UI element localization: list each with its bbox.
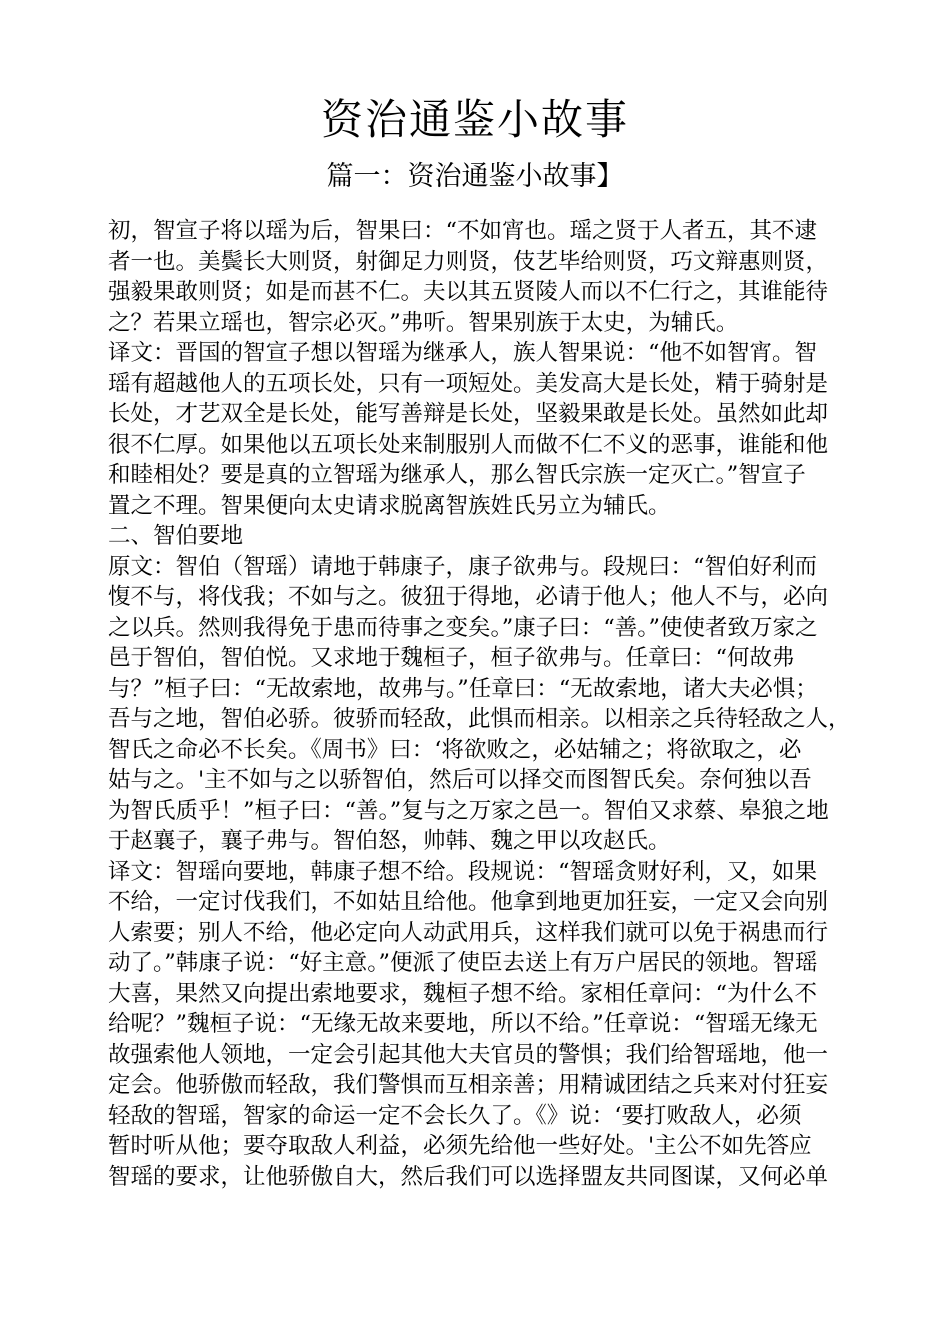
text-line: 译文：智瑶向要地，韩康子想不给。段规说：“智瑶贪财好利，又，如果 (108, 858, 818, 885)
text-line: 邑于智伯，智伯悦。又求地于魏桓子，桓子欲弗与。任章曰：“何故弗 (108, 645, 795, 671)
document-body (108, 216, 868, 1192)
text-line: 于赵襄子，襄子弗与。智伯怒，帅韩、魏之甲以攻赵氏。 (108, 828, 671, 854)
text-line: 二、智伯要地 (108, 523, 244, 549)
text-line: 之？若果立瑶也，智宗必灭。”弗听。智果别族于太史，为辅氏。 (108, 309, 739, 336)
text-line: 吾与之地，智伯必骄。彼骄而轻敌，此惧而相亲。以相亲之兵待轻敌之人， (108, 706, 851, 732)
text-line: 动了。”韩康子说：“好主意。”便派了使臣去送上有万户居民的领地。智瑶 (108, 950, 818, 976)
document-subtitle: 篇一：资治通鉴小故事】 (326, 161, 624, 192)
text-line: 原文：智伯（智瑶）请地于韩康子，康子欲弗与。段规曰：“智伯好利而 (108, 553, 818, 580)
text-line: 和睦相处？要是真的立智瑶为继承人，那么智氏宗族一定灭亡。”智宣子 (108, 462, 806, 488)
text-line: 强毅果敢则贤；如是而甚不仁。夫以其五贤陵人而以不仁行之，其谁能待 (108, 279, 829, 305)
text-line: 姑与之。'主不如与之以骄智伯，然后可以择交而图智氏矣。奈何独以吾 (108, 767, 812, 793)
text-line: 不给，一定讨伐我们，不如姑且给他。他拿到地更加狂妄，一定又会向别 (108, 889, 829, 915)
text-line: 瑶有超越他人的五项长处，只有一项短处。美发高大是长处，精于骑射是 (108, 370, 829, 397)
text-line: 置之不理。智果便向太史请求脱离智族姓氏另立为辅氏。 (108, 492, 671, 519)
text-line: 定会。他骄傲而轻敌，我们警惧而互相亲善；用精诚团结之兵来对付狂妄 (108, 1072, 829, 1098)
text-line: 暂时听从他；要夺取敌人利益，必须先给他一些好处。'主公不如先答应 (108, 1133, 812, 1159)
text-line: 故强索他人领地，一定会引起其他大夫官员的警惧；我们给智瑶地，他一 (108, 1041, 829, 1068)
text-line: 之以兵。然则我得免于患而待事之变矣。”康子曰：“善。”使使者致万家之 (108, 614, 818, 641)
text-line: 初，智宣子将以瑶为后，智果曰：“不如宵也。瑶之贤于人者五，其不逮 (108, 218, 818, 244)
text-line: 智氏之命必不长矣。《周书》曰：‘将欲败之，必姑辅之；将欲取之，必 (108, 736, 802, 763)
text-line: 译文：晋国的智宣子想以智瑶为继承人，族人智果说：“他不如智宵。智 (108, 340, 818, 366)
text-line: 为智氏质乎！”桓子曰：“善。”复与之万家之邑一。智伯又求蔡、皋狼之地 (108, 797, 829, 824)
text-line: 智瑶的要求，让他骄傲自大，然后我们可以选择盟友共同图谋，又何必单 (108, 1163, 829, 1190)
text-line: 轻敌的智瑶，智家的命运一定不会长久了。《》说：‘要打败敌人，必须 (108, 1102, 802, 1129)
text-line: 大喜，果然又向提出索地要求，魏桓子想不给。家相任章问：“为什么不 (108, 980, 818, 1007)
document-title: 资治通鉴小故事 (320, 95, 629, 144)
text-line: 很不仁厚。如果他以五项长处来制服别人而做不仁不义的恶事，谁能和他 (108, 431, 829, 458)
text-line: 给呢？”魏桓子说：“无缘无故来要地，所以不给。”任章说：“智瑶无缘无 (108, 1011, 818, 1037)
text-line: 者一也。美鬓长大则贤，射御足力则贤，伎艺毕给则贤，巧文辩惠则贤， (108, 248, 829, 275)
text-line: 与？”桓子曰：“无故索地，故弗与。”任章曰：“无故索地，诸大夫必惧； (108, 675, 818, 702)
text-line: 长处，才艺双全是长处，能写善辩是长处，坚毅果敢是长处。虽然如此却 (108, 401, 829, 427)
text-line: 人索要；别人不给，他必定向人动武用兵，这样我们就可以免于祸患而行 (108, 919, 829, 946)
text-line: 愎不与，将伐我；不如与之。彼狃于得地，必请于他人；他人不与，必向 (108, 584, 829, 610)
